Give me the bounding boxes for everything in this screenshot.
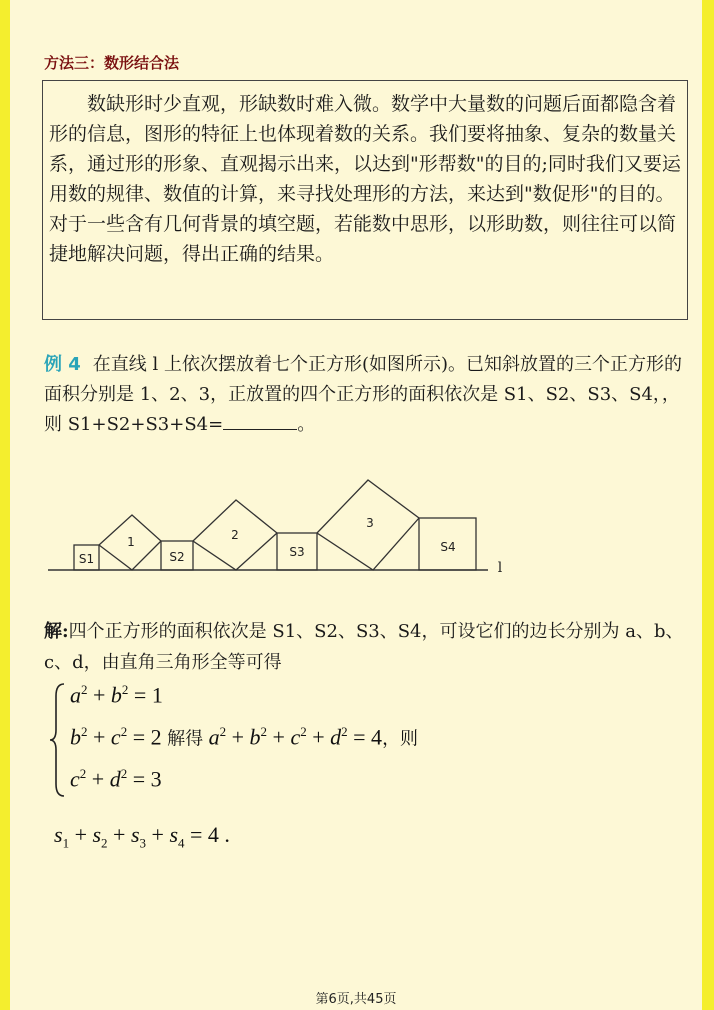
label-1: 1 xyxy=(127,535,135,549)
label-s4: S4 xyxy=(440,540,456,554)
equation-3: $c^2 + d^2 = 3$ xyxy=(70,766,162,792)
label-s2: S2 xyxy=(169,550,185,564)
label-s3: S3 xyxy=(289,545,305,559)
solution-label: 解: xyxy=(44,621,69,642)
solution xyxy=(44,616,694,678)
equation-1: $a^2 + b^2 = 1$ xyxy=(70,682,163,708)
page-footer: 第6页,共45页 xyxy=(315,992,397,1007)
squares-figure xyxy=(48,472,518,582)
line-label: l xyxy=(497,560,503,576)
example-label: 例 4 xyxy=(44,354,81,375)
final-result: $s_1 + s_2 + s_3 + s_4 = 4$ . xyxy=(54,822,230,851)
then-word: ，则 xyxy=(382,728,419,750)
brace-icon xyxy=(48,680,68,800)
section-title: 方法三：数形结合法 xyxy=(44,54,180,72)
label-3: 3 xyxy=(366,516,374,530)
intro-box xyxy=(42,80,688,320)
example-problem xyxy=(44,350,694,440)
label-s1: S1 xyxy=(78,552,95,566)
example-tail: 。 xyxy=(297,414,316,435)
answer-blank xyxy=(223,411,297,430)
solution-text: 四个正方形的面积依次是 S1、S2、S3、S4，可设它们的边长分别为 a、b、c、d，由直角三角形全等可得 xyxy=(44,621,684,673)
intro-paragraph: 数缺形时少直观，形缺数时难入微。数学中大量数的问题后面都隐含着形的信息，图形的特征上也体现着数的关系。我们要将抽象、复杂的数量关系，通过形的形象、直观揭示出来，以达到"形帮数"的目的;同时我们又要运用数的规律、数值的计算，来寻找处理形的方法，来达到"数促形"的目的。对于一些含有几何背景的填空题，若能数中思形，以形助数，则往往可以简捷地解决问题，得出正确的结果。 xyxy=(49,93,681,265)
label-2: 2 xyxy=(231,528,239,542)
equation-2: $b^2 + c^2 = 2$ 解得 $a^2 + b^2 + c^2 + d^2 = 4$，则 xyxy=(70,724,419,750)
equation-system xyxy=(48,680,568,800)
document-page xyxy=(10,0,702,1010)
solve-word: 解得 xyxy=(167,728,204,750)
example-text: 在直线 l 上依次摆放着七个正方形(如图所示)。已知斜放置的三个正方形的面积分别是 1、2、3，正放置的四个正方形的面积依次是 S1、S2、S3、S4，，则 S1+S2+S3+S4= xyxy=(44,354,683,435)
